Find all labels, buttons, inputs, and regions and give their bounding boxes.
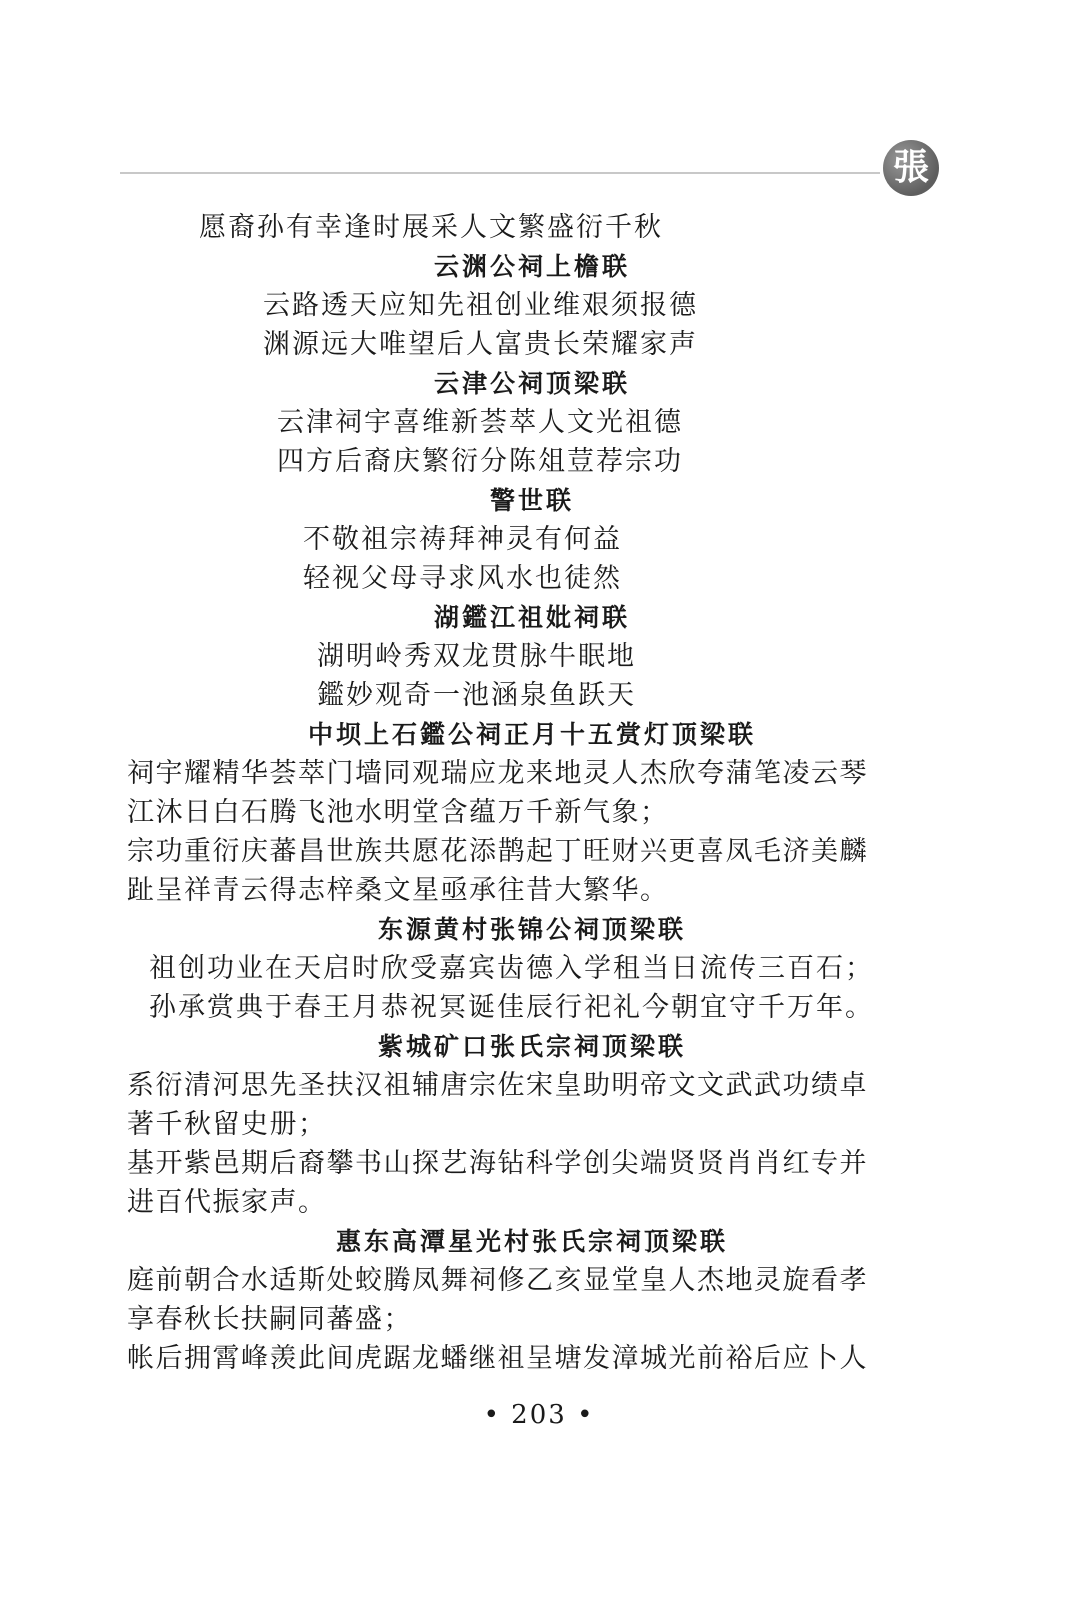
page-number: • 203 • [483, 1400, 595, 1430]
couplet-line: 享春秋长扶嗣同蕃盛； [127, 1304, 412, 1335]
couplet-line: 趾呈祥青云得志梓桑文星亟承往昔大繁华。 [127, 875, 669, 906]
surname-seal-icon: 張 [883, 140, 939, 196]
couplet-line: 愿裔孙有幸逢时展采人文繁盛衍千秋 [199, 212, 663, 243]
couplet-line: 不敬祖宗祷拜神灵有何益 [303, 524, 622, 555]
page-body [127, 208, 937, 1378]
section-heading: 云渊公祠上檐联 [433, 252, 630, 281]
couplet-line: 湖明岭秀双龙贯脉牛眠地 [317, 641, 636, 672]
couplet-line: 著千秋留史册； [127, 1109, 327, 1140]
couplet-line: 轻视父母寻求风水也徒然 [303, 563, 622, 594]
couplet-line: 基开紫邑期后裔攀书山探艺海钻科学创尖端贤贤肖肖红专并 [127, 1148, 868, 1179]
section-heading: 警世联 [489, 486, 574, 515]
couplet-line: 进百代振家声。 [127, 1187, 327, 1218]
couplet-line: 系衍清河思先圣扶汉祖辅唐宗佐宋皇助明帝文文武武功绩卓 [127, 1070, 868, 1101]
header-rule [120, 172, 880, 174]
couplet-line: 祖创功业在天启时欣受嘉宾齿德入学租当日流传三百石； [149, 953, 874, 984]
couplet-line: 祠宇耀精华荟萃门墙同观瑞应龙来地灵人杰欣夸蒲笔凌云琴 [127, 758, 868, 789]
section-heading: 紫城矿口张氏宗祠顶梁联 [377, 1032, 686, 1061]
section-heading: 东源黄村张锦公祠顶梁联 [377, 915, 686, 944]
couplet-line: 宗功重衍庆蕃昌世族共愿花添鹊起丁旺财兴更喜凤毛济美麟 [127, 836, 868, 867]
couplet-line: 渊源远大唯望后人富贵长荣耀家声 [263, 329, 698, 360]
section-heading: 中坝上石鑑公祠正月十五赏灯顶梁联 [307, 720, 756, 749]
section-heading: 云津公祠顶梁联 [433, 369, 630, 398]
section-heading: 湖鑑江祖妣祠联 [433, 603, 630, 632]
couplet-line: 云路透天应知先祖创业维艰须报德 [263, 290, 698, 321]
couplet-line: 云津祠宇喜维新荟萃人文光祖德 [277, 407, 683, 438]
couplet-line: 江沐日白石腾飞池水明堂含蕴万千新气象； [127, 797, 669, 828]
couplet-line: 庭前朝合水适斯处蛟腾凤舞祠修乙亥显堂皇人杰地灵旋看孝 [127, 1265, 868, 1296]
couplet-line: 孙承赏典于春王月恭祝冥诞佳辰行祀礼今朝宜守千万年。 [149, 992, 874, 1023]
section-heading: 惠东高潭星光村张氏宗祠顶梁联 [335, 1227, 728, 1256]
couplet-line: 帐后拥霄峰羡此间虎踞龙蟠继祖呈塘发漳城光前裕后应卜人 [127, 1343, 868, 1374]
couplet-line: 四方后裔庆繁衍分陈俎荳荐宗功 [277, 446, 683, 477]
couplet-line: 鑑妙观奇一池涵泉鱼跃天 [317, 680, 636, 711]
